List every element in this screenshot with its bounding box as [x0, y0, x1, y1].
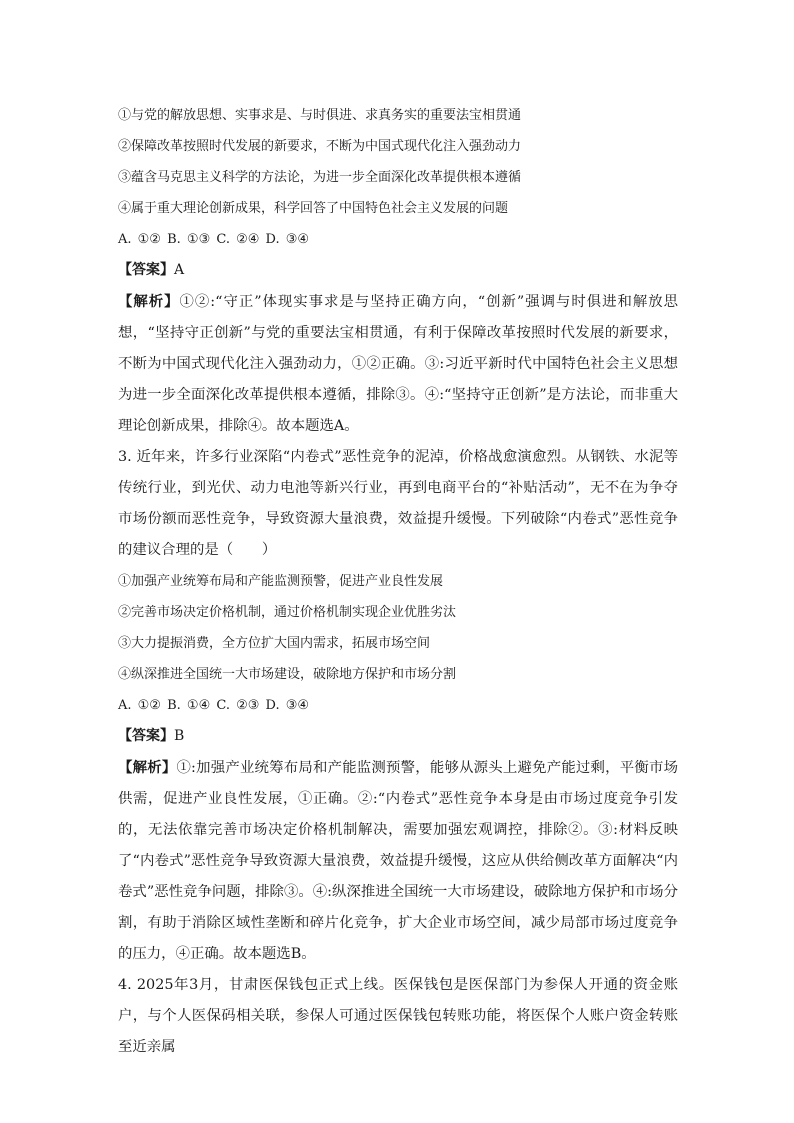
answer-value: B [174, 728, 185, 744]
q3-analysis [118, 752, 678, 970]
option-3: ③蕴含马克思主义科学的方法论，为进一步全面深化改革提供根本遵循 [118, 170, 522, 185]
option-1: ①加强产业统筹布局和产能监测预警，促进产业良性发展 [118, 574, 444, 589]
analysis-text: ①:加强产业统筹布局和产能监测预警，能够从源头上避免产能过剩，平衡市场供需，促进产业良性发展，①正确。②:“内卷式”恶性竞争本身是由市场过度竞争引发的，无法依靠完善市场决定价格机制解决，需要加强宏观调控，排除②。③:材料反映了“内卷式”恶性竞争导致资源大量浪费，效益提升缓慢，这应从供给侧改革方面解决“内卷式”恶性竞争问题，排除③。④:纵深推进全国统一大市场建设，破除地方保护和市场分割，有助于消除区域性垄断和碎片化竞争，扩大企业市场空间，减少局部市场过度竞争的压力，④正确。故本题选B。 [118, 760, 678, 962]
q4-stem: 4. 2025年3月，甘肃医保钱包正式上线。医保钱包是医保部门为参保人开通的资金账户，与个人医保码相关联，参保人可通过医保钱包转账功能，将医保个人账户资金转账至近亲属 [118, 977, 678, 1055]
option-4: ④属于重大理论创新成果，科学回答了中国特色社会主义发展的问题 [118, 201, 509, 216]
q2-choices: A. ①② B. ①③ C. ②④ D. ③④ [118, 232, 310, 247]
option-2: ②完善市场决定价格机制，通过价格机制实现企业优胜劣汰 [118, 605, 457, 620]
document-page [118, 100, 678, 1063]
answer-label: 【答案】 [118, 728, 174, 744]
option-1: ①与党的解放思想、实事求是、与时俱进、求真务实的重要法宝相贯通 [118, 108, 522, 123]
q3-stem: 3. 近年来，许多行业深陷“内卷式”恶性竞争的泥淖，价格战愈演愈烈。从钢铁、水泥等传统行业，到光伏、动力电池等新兴行业，再到电商平台的“补贴活动”，无不在为争夺市场份额而恶性竞争，导致资源大量浪费，效益提升缓慢。下列破除“内卷式”恶性竞争的建议合理的是（ ） [118, 449, 678, 558]
q2-analysis [118, 286, 678, 442]
option-4: ④纵深推进全国统一大市场建设，破除地方保护和市场分割 [118, 667, 457, 682]
analysis-text: ①②:“守正”体现实事求是与坚持正确方向，“创新”强调与时俱进和解放思想，“坚持守正创新”与党的重要法宝相贯通，有利于保障改革按照时代发展的新要求，不断为中国式现代化注入强劲动力，①②正确。③:习近平新时代中国特色社会主义思想为进一步全面深化改革提供根本遵循，排除③。④:“坚持守正创新”是方法论，而非重大理论创新成果，排除④。故本题选A。 [118, 294, 678, 434]
option-3: ③大力提振消费，全方位扩大国内需求，拓展市场空间 [118, 636, 431, 651]
option-2: ②保障改革按照时代发展的新要求，不断为中国式现代化注入强劲动力 [118, 139, 522, 154]
q3-choices: A. ①② B. ①④ C. ②③ D. ③④ [118, 698, 310, 713]
answer-value: A [174, 262, 185, 278]
q2-answer [118, 255, 678, 286]
q2-options [118, 100, 678, 224]
q3-answer [118, 721, 678, 752]
analysis-label: 【解析】 [118, 759, 177, 776]
answer-label: 【答案】 [118, 262, 174, 278]
analysis-label: 【解析】 [118, 293, 180, 310]
q3-options [118, 566, 678, 690]
